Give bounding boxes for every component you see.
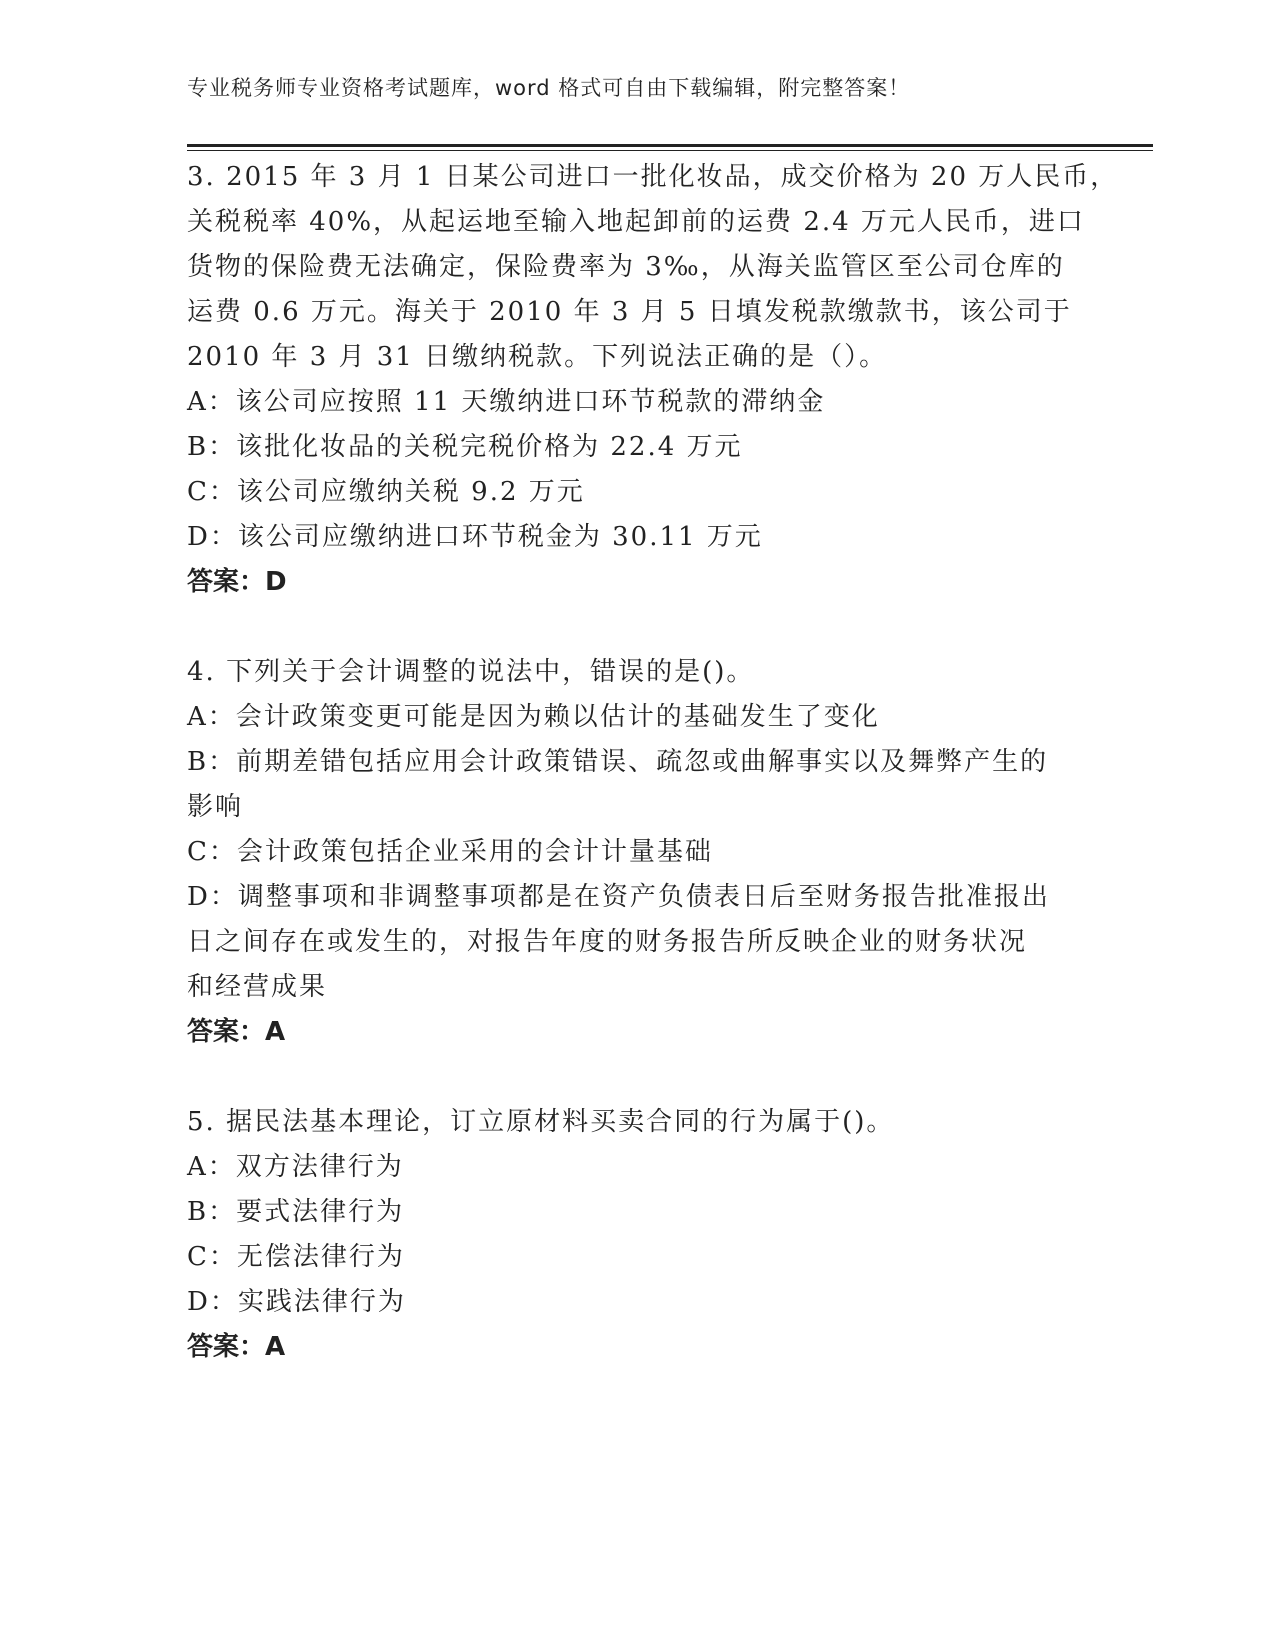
option-d-continued: 日之间存在或发生的，对报告年度的财务报告所反映企业的财务状况 (187, 927, 1028, 957)
question-4 (187, 650, 1087, 1055)
option-c: C：该公司应缴纳关税 9.2 万元 (187, 477, 585, 507)
option-d: D：该公司应缴纳进口环节税金为 30.11 万元 (187, 522, 763, 552)
page-header: 专业税务师专业资格考试题库，word 格式可自由下载编辑，附完整答案！ (187, 76, 911, 100)
question-stem-line: 4. 下列关于会计调整的说法中，错误的是()。 (187, 657, 755, 687)
option-d-continued: 和经营成果 (187, 972, 328, 1002)
question-stem-line: 关税税率 40%，从起运地至输入地起卸前的运费 2.4 万元人民币，进口 (187, 207, 1085, 237)
option-b: B：该批化妆品的关税完税价格为 22.4 万元 (187, 432, 743, 462)
option-b: B：要式法律行为 (187, 1197, 405, 1227)
header-rule (187, 144, 1153, 147)
option-d: D：实践法律行为 (187, 1287, 406, 1317)
header-rule-thin (187, 150, 1153, 151)
spacer (187, 1055, 1087, 1100)
option-a: A：该公司应按照 11 天缴纳进口环节税款的滞纳金 (187, 387, 826, 417)
question-5 (187, 1100, 1087, 1370)
question-stem-line: 货物的保险费无法确定，保险费率为 3‰，从海关监管区至公司仓库的 (187, 252, 1065, 282)
option-d: D：调整事项和非调整事项都是在资产负债表日后至财务报告批准报出 (187, 882, 1050, 912)
question-stem-line: 3. 2015 年 3 月 1 日某公司进口一批化妆品，成交价格为 20 万人民币， (187, 162, 1119, 192)
question-3 (187, 155, 1119, 605)
spacer (187, 605, 1087, 650)
answer-line: 答案：A (187, 1332, 286, 1362)
question-stem-line: 2010 年 3 月 31 日缴纳税款。下列说法正确的是（）。 (187, 342, 888, 372)
option-a: A：双方法律行为 (187, 1152, 404, 1182)
option-c: C：会计政策包括企业采用的会计计量基础 (187, 837, 713, 867)
answer-line: 答案：D (187, 567, 287, 597)
question-stem-line: 运费 0.6 万元。海关于 2010 年 3 月 5 日填发税款缴款书，该公司于 (187, 297, 1072, 327)
answer-line: 答案：A (187, 1017, 286, 1047)
question-stem-line: 5. 据民法基本理论，订立原材料买卖合同的行为属于()。 (187, 1107, 895, 1137)
option-c: C：无偿法律行为 (187, 1242, 405, 1272)
option-b-continued: 影响 (187, 792, 244, 822)
question-list (187, 155, 1119, 1370)
option-b: B：前期差错包括应用会计政策错误、疏忽或曲解事实以及舞弊产生的 (187, 747, 1049, 777)
option-a: A：会计政策变更可能是因为赖以估计的基础发生了变化 (187, 702, 880, 732)
